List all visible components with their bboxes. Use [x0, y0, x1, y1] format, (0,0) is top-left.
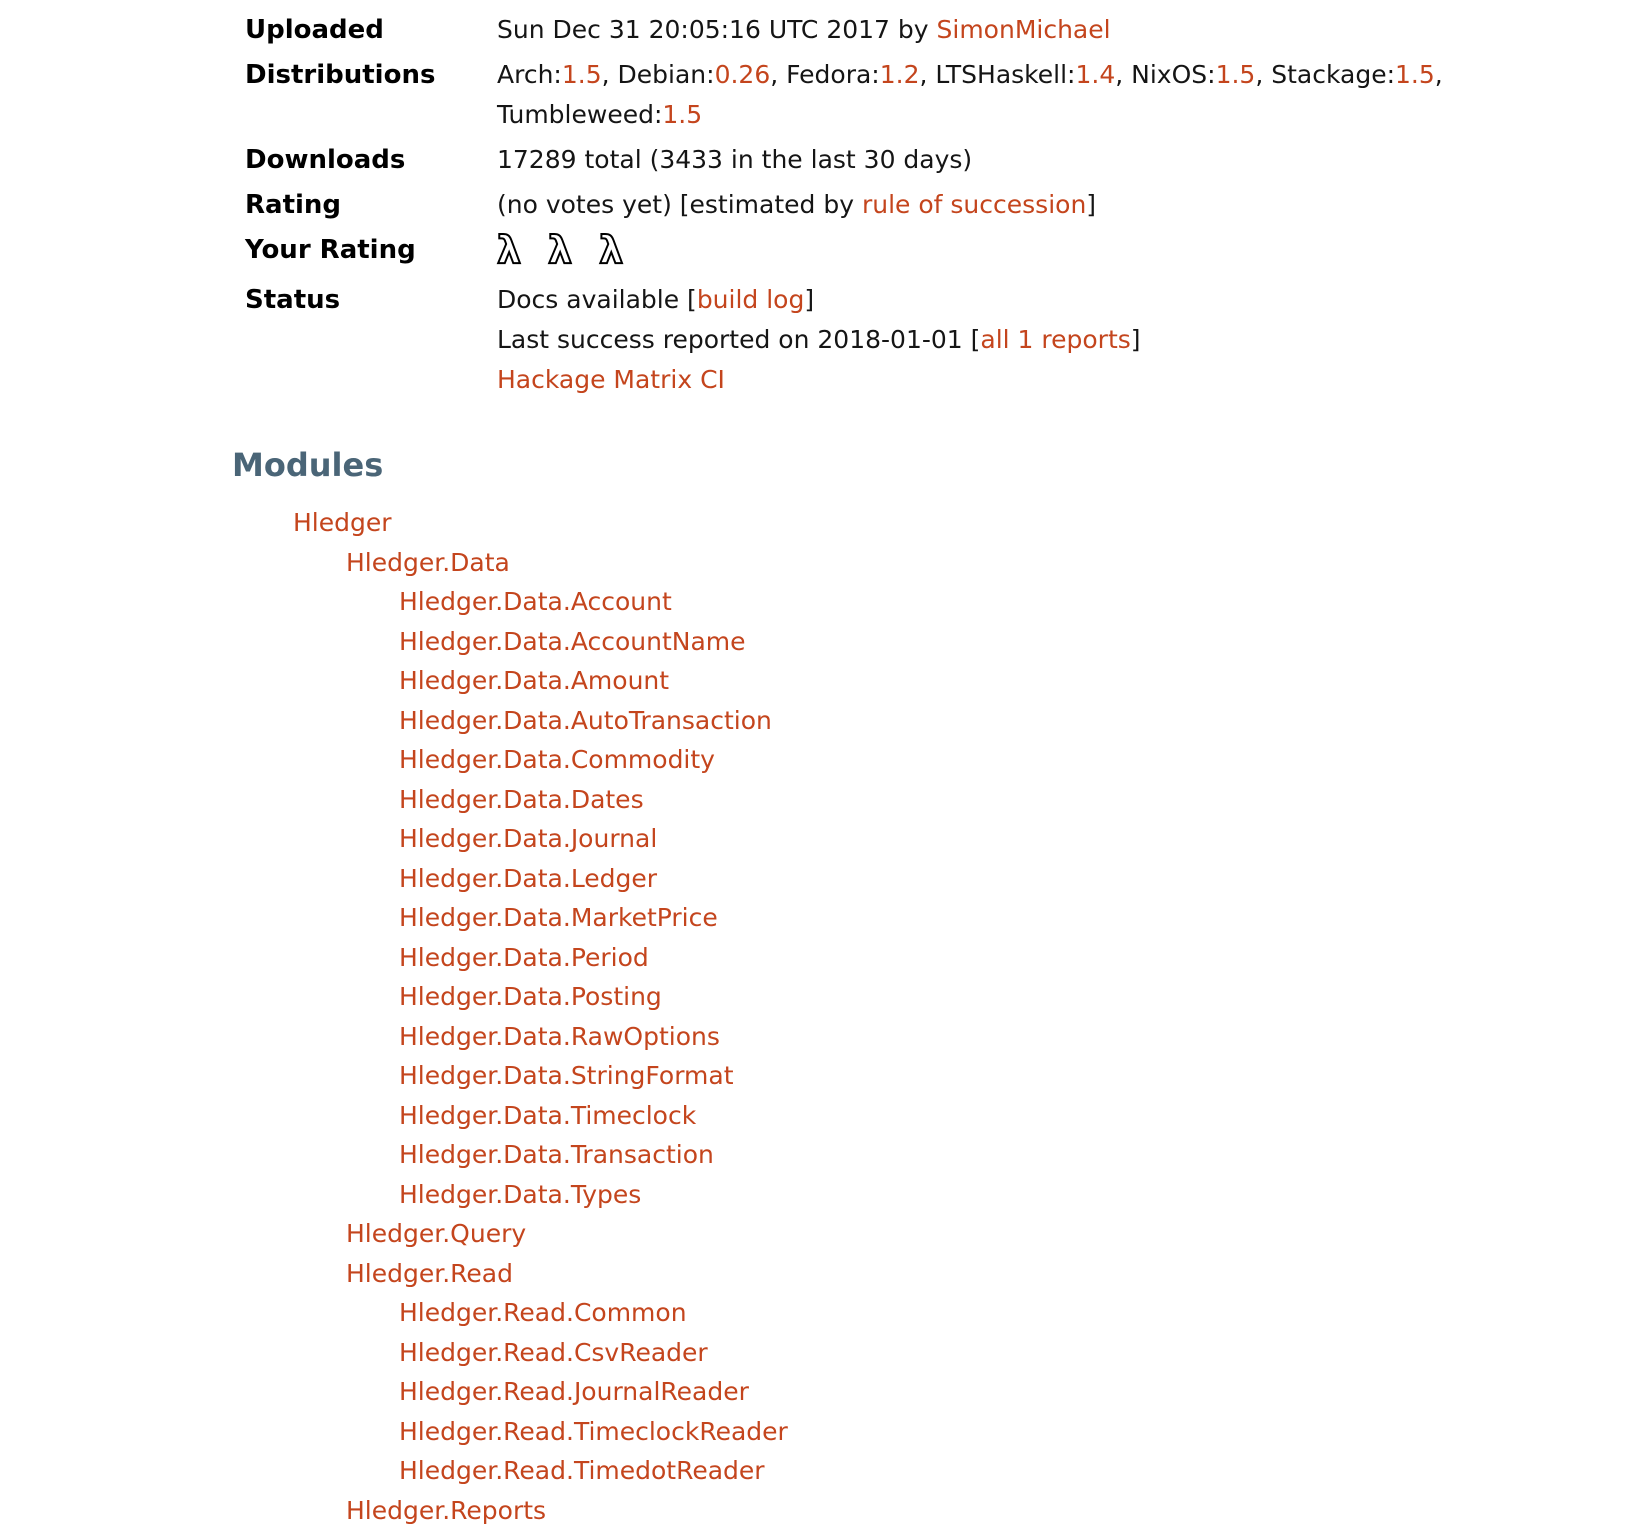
your-rating-label: Your Rating	[245, 230, 497, 280]
distribution-item	[497, 60, 602, 89]
docs-status-suffix: ]	[804, 285, 814, 314]
distribution-name: LTSHaskell:	[935, 60, 1075, 89]
rule-of-succession-link[interactable]: rule of succession	[862, 190, 1086, 219]
distribution-name: Arch:	[497, 60, 562, 89]
properties-table	[245, 10, 1597, 405]
status-label: Status	[245, 280, 497, 405]
module-tree	[245, 503, 1639, 1530]
module-item	[399, 1293, 1639, 1333]
module-item	[346, 1491, 1639, 1530]
uploaded-row	[245, 10, 1597, 55]
uploader-link[interactable]: SimonMichael	[937, 15, 1111, 44]
module-link[interactable]: Hledger.Data.MarketPrice	[399, 903, 718, 932]
distribution-name: Debian:	[618, 60, 715, 89]
last-success-suffix: ]	[1131, 325, 1141, 354]
distribution-version-link[interactable]: 0.26	[715, 60, 771, 89]
lambda-star-icon[interactable]: λ	[599, 228, 623, 272]
distributions-row	[245, 55, 1597, 140]
module-list	[245, 503, 1639, 1530]
module-link[interactable]: Hledger.Read.Common	[399, 1298, 687, 1327]
last-success-text: Last success reported on 2018-01-01 [	[497, 325, 980, 354]
module-list	[346, 582, 1639, 1214]
module-link[interactable]: Hledger	[293, 508, 392, 537]
module-link[interactable]: Hledger.Read.TimedotReader	[399, 1456, 765, 1485]
docs-status-text: Docs available [	[497, 285, 697, 314]
module-item	[399, 740, 1639, 780]
distribution-item	[497, 100, 702, 129]
module-item	[399, 1135, 1639, 1175]
module-item	[399, 1451, 1639, 1491]
module-link[interactable]: Hledger.Data.Commodity	[399, 745, 715, 774]
downloads-row	[245, 140, 1597, 185]
all-reports-link[interactable]: all 1 reports	[980, 325, 1130, 354]
distributions-value: Arch:1.5, Debian:0.26, Fedora:1.2, LTSHaskell:1.4, NixOS:1.5, Stackage:1.5, Tumbleweed:1.5	[497, 55, 1597, 140]
distribution-name: Fedora:	[786, 60, 880, 89]
distribution-item	[786, 60, 919, 89]
module-link[interactable]: Hledger.Read	[346, 1259, 513, 1288]
module-link[interactable]: Hledger.Read.CsvReader	[399, 1338, 708, 1367]
module-link[interactable]: Hledger.Data.Account	[399, 587, 672, 616]
module-item	[399, 1175, 1639, 1215]
distributions-label: Distributions	[245, 55, 497, 140]
module-link[interactable]: Hledger.Data.Types	[399, 1180, 641, 1209]
module-link[interactable]: Hledger.Data.AccountName	[399, 627, 746, 656]
lambda-star-icon[interactable]: λ	[497, 228, 521, 272]
module-item	[399, 859, 1639, 899]
distribution-version-link[interactable]: 1.2	[880, 60, 920, 89]
module-link[interactable]: Hledger.Data.AutoTransaction	[399, 706, 772, 735]
module-item	[399, 1056, 1639, 1096]
module-link[interactable]: Hledger.Data.Timeclock	[399, 1101, 696, 1130]
module-link[interactable]: Hledger.Data.Posting	[399, 982, 662, 1011]
distribution-version-link[interactable]: 1.4	[1075, 60, 1115, 89]
rating-label: Rating	[245, 185, 497, 230]
module-item	[399, 1372, 1639, 1412]
module-item	[399, 1096, 1639, 1136]
your-rating-row	[245, 230, 1597, 280]
module-item	[399, 819, 1639, 859]
uploaded-label: Uploaded	[245, 10, 497, 55]
status-value	[497, 280, 1597, 405]
your-rating-stars	[497, 230, 1597, 280]
rating-row	[245, 185, 1597, 230]
module-item	[399, 1017, 1639, 1057]
uploaded-value	[497, 10, 1597, 55]
module-list	[293, 543, 1639, 1530]
module-link[interactable]: Hledger.Data.Journal	[399, 824, 657, 853]
distribution-item	[618, 60, 771, 89]
rating-value	[497, 185, 1597, 230]
distribution-item	[935, 60, 1115, 89]
module-link[interactable]: Hledger.Data	[346, 548, 510, 577]
module-item	[399, 701, 1639, 741]
module-link[interactable]: Hledger.Reports	[346, 1496, 546, 1525]
modules-heading: Modules	[232, 447, 1639, 483]
module-list	[346, 1293, 1639, 1491]
module-item	[399, 780, 1639, 820]
module-item	[399, 1412, 1639, 1452]
module-link[interactable]: Hledger.Data.Transaction	[399, 1140, 714, 1169]
module-link[interactable]: Hledger.Data.StringFormat	[399, 1061, 734, 1090]
module-item	[346, 1254, 1639, 1491]
lambda-star-icon[interactable]: λ	[548, 228, 572, 272]
module-link[interactable]: Hledger.Data.RawOptions	[399, 1022, 720, 1051]
module-link[interactable]: Hledger.Read.JournalReader	[399, 1377, 749, 1406]
module-link[interactable]: Hledger.Data.Period	[399, 943, 649, 972]
module-item	[346, 1214, 1639, 1254]
module-link[interactable]: Hledger.Query	[346, 1219, 526, 1248]
downloads-value: 17289 total (3433 in the last 30 days)	[497, 140, 1597, 185]
module-item	[399, 938, 1639, 978]
module-item	[399, 977, 1639, 1017]
module-item	[399, 898, 1639, 938]
distribution-version-link[interactable]: 1.5	[1395, 60, 1435, 89]
distribution-version-link[interactable]: 1.5	[1216, 60, 1256, 89]
module-item	[346, 543, 1639, 1215]
distribution-version-link[interactable]: 1.5	[662, 100, 702, 129]
module-item	[399, 582, 1639, 622]
downloads-label: Downloads	[245, 140, 497, 185]
module-item	[293, 503, 1639, 1530]
rating-suffix: ]	[1086, 190, 1096, 219]
hackage-matrix-ci-link[interactable]: Hackage Matrix CI	[497, 365, 725, 394]
distribution-name: NixOS:	[1131, 60, 1215, 89]
distribution-item	[1271, 60, 1435, 89]
module-item	[399, 661, 1639, 701]
module-link[interactable]: Hledger.Data.Dates	[399, 785, 644, 814]
distribution-name: Tumbleweed:	[497, 100, 662, 129]
uploaded-date-text: Sun Dec 31 20:05:16 UTC 2017 by	[497, 15, 937, 44]
module-item	[399, 1333, 1639, 1373]
module-link[interactable]: Hledger.Read.TimeclockReader	[399, 1417, 788, 1446]
rating-prefix: (no votes yet) [estimated by	[497, 190, 862, 219]
module-link[interactable]: Hledger.Data.Ledger	[399, 864, 657, 893]
distribution-name: Stackage:	[1271, 60, 1395, 89]
module-item	[399, 622, 1639, 662]
build-log-link[interactable]: build log	[697, 285, 805, 314]
status-row	[245, 280, 1597, 405]
distribution-version-link[interactable]: 1.5	[562, 60, 602, 89]
module-link[interactable]: Hledger.Data.Amount	[399, 666, 669, 695]
distribution-item	[1131, 60, 1255, 89]
